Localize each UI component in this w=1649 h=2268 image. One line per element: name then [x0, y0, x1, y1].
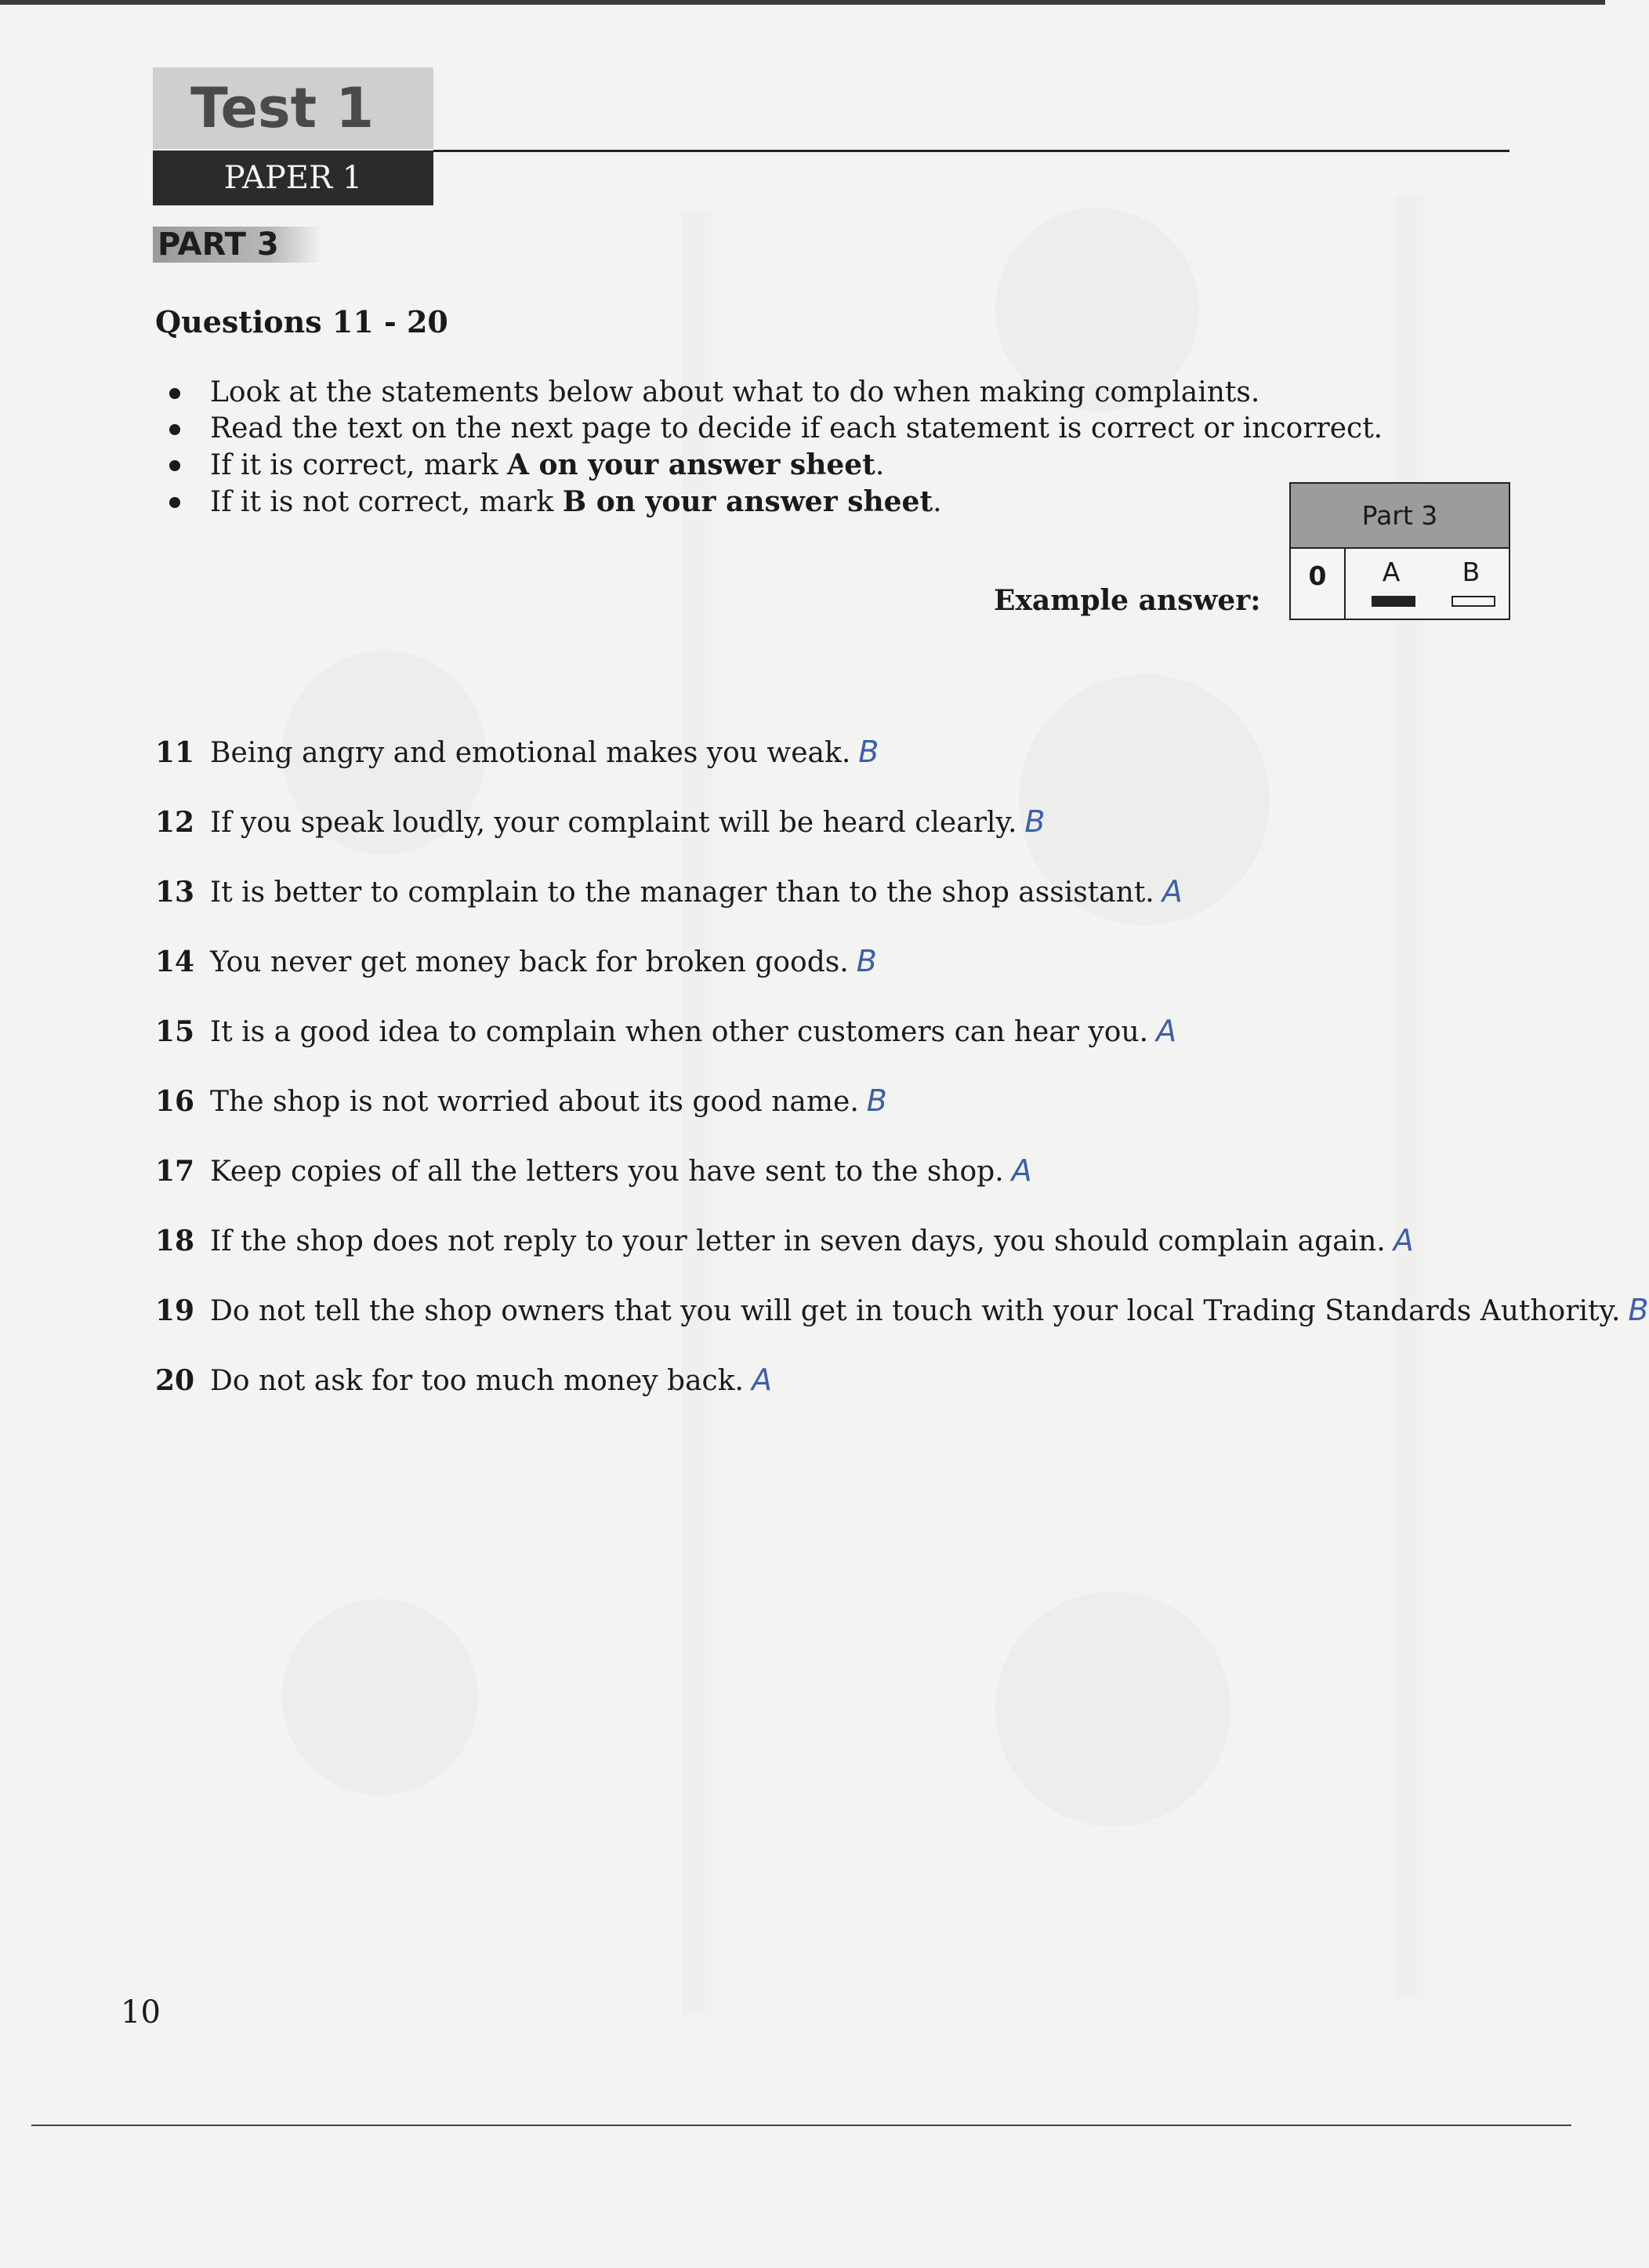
handwritten-answer: B [858, 735, 879, 769]
question-number: 19 [155, 1294, 195, 1327]
instruction-text: . [875, 449, 885, 481]
example-answer-label: Example answer: [994, 584, 1261, 617]
question-number: 14 [155, 945, 195, 978]
handwritten-answer: A [1162, 874, 1183, 909]
question-text: The shop is not worried about its good name. [210, 1086, 859, 1118]
page-number: 10 [121, 1994, 161, 2030]
handwritten-answer: A [1393, 1223, 1414, 1257]
handwritten-answer: B [1628, 1293, 1649, 1327]
question-text: If you speak loudly, your complaint will be heard clearly. [210, 807, 1017, 839]
page-bottom-edge [31, 2125, 1571, 2126]
part-label: PART 3 [153, 227, 321, 263]
answer-box-title: Part 3 [1291, 484, 1509, 549]
question-number: 18 [155, 1225, 195, 1257]
handwritten-answer: B [1024, 804, 1046, 839]
question-item [155, 873, 1649, 942]
example-answer-box [1289, 482, 1510, 620]
question-item [155, 1012, 1649, 1082]
questions-list [155, 733, 1649, 1431]
option-b-empty-mark [1451, 596, 1495, 607]
question-text: If the shop does not reply to your letter in seven days, you should complain again. [210, 1225, 1386, 1257]
option-b-label: B [1462, 557, 1480, 587]
instruction-text: If it is correct, mark [210, 449, 507, 481]
paper-label: PAPER 1 [153, 151, 433, 205]
show-through-circle [282, 1599, 478, 1795]
instruction-item [165, 411, 1383, 447]
header-divider [433, 150, 1509, 152]
answer-box-row [1291, 549, 1509, 620]
question-text: Keep copies of all the letters you have sent to the shop. [210, 1156, 1004, 1188]
instruction-text: Look at the statements below about what to do when making complaints. [210, 376, 1260, 408]
instruction-text: If it is not correct, mark [210, 486, 563, 518]
question-text: You never get money back for broken goods. [210, 946, 849, 978]
question-text: It is a good idea to complain when other customers can hear you. [210, 1016, 1149, 1048]
question-number: 17 [155, 1155, 195, 1188]
question-item [155, 733, 1649, 803]
question-item [155, 1361, 1649, 1431]
instruction-emphasis: B on your answer sheet [562, 485, 933, 518]
option-a-label: A [1382, 557, 1401, 587]
question-number: 11 [155, 736, 195, 769]
question-number: 15 [155, 1015, 195, 1048]
question-text: Do not tell the shop owners that you will get in touch with your local Trading Standards Authority. [210, 1295, 1621, 1327]
question-item [155, 942, 1649, 1012]
handwritten-answer: B [856, 944, 877, 978]
instruction-text: . [933, 486, 942, 518]
page-top-edge [0, 0, 1605, 5]
answer-row-number: 0 [1291, 549, 1346, 620]
question-item [155, 1152, 1649, 1221]
question-number: 16 [155, 1085, 195, 1118]
question-text: It is better to complain to the manager than to the shop assistant. [210, 876, 1154, 909]
show-through-circle [995, 1591, 1230, 1827]
question-item [155, 803, 1649, 873]
instruction-item [165, 375, 1383, 411]
question-text: Being angry and emotional makes you weak. [210, 737, 851, 769]
handwritten-answer: A [751, 1363, 772, 1397]
instruction-item [165, 447, 1383, 484]
question-number: 13 [155, 876, 195, 909]
question-number: 12 [155, 806, 195, 839]
instruction-emphasis: A on your answer sheet [506, 448, 875, 481]
handwritten-answer: B [866, 1083, 887, 1118]
instructions-list [165, 375, 1383, 521]
handwritten-answer: A [1011, 1153, 1032, 1188]
question-item [155, 1082, 1649, 1152]
questions-heading: Questions 11 - 20 [155, 304, 448, 339]
question-text: Do not ask for too much money back. [210, 1365, 744, 1397]
instruction-text: Read the text on the next page to decide if each statement is correct or incorrect. [210, 412, 1383, 445]
handwritten-answer: A [1156, 1014, 1177, 1048]
question-item [155, 1291, 1649, 1361]
question-number: 20 [155, 1364, 195, 1397]
option-a-filled-mark [1372, 596, 1415, 607]
test-title: Test 1 [153, 67, 433, 149]
question-item [155, 1221, 1649, 1291]
instruction-item [165, 484, 1383, 521]
